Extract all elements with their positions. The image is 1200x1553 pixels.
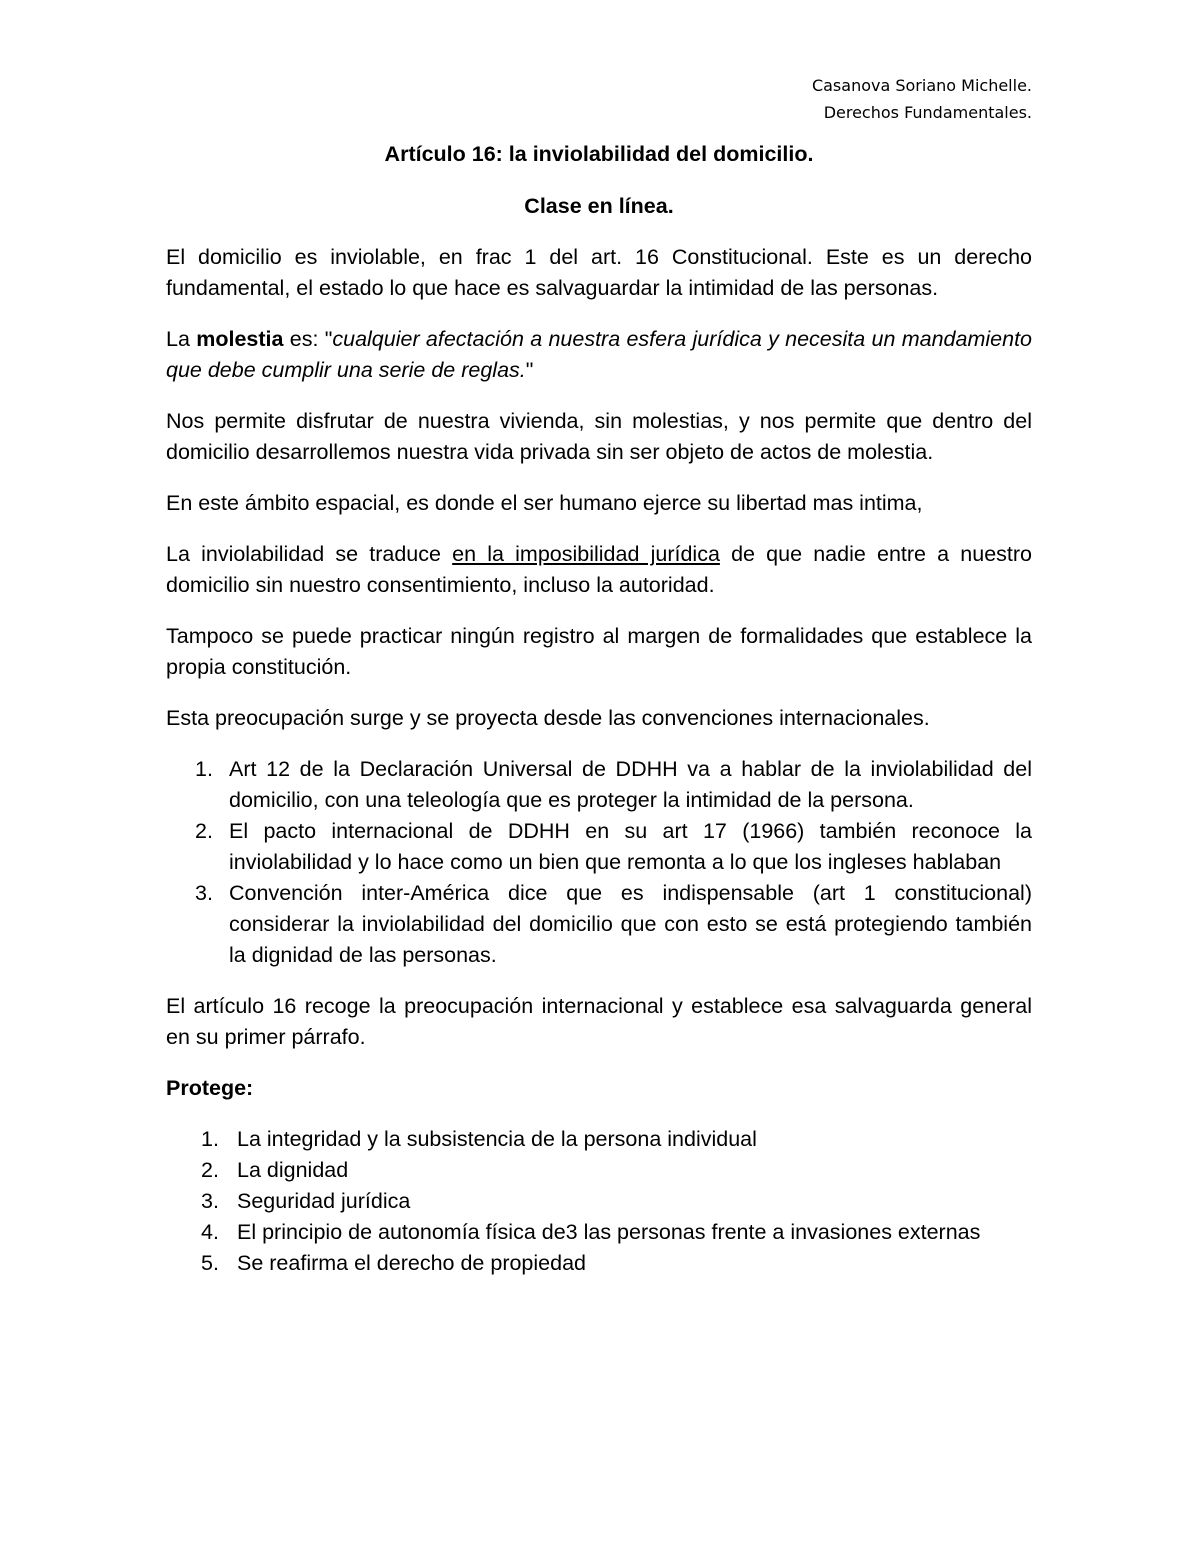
- inviolabilidad-post: de que nadie entre a nuestro domicilio sin nuestro consentimiento, incluso la autoridad.: [166, 542, 1032, 597]
- inviolabilidad-pre: La inviolabilidad se traduce: [166, 542, 453, 566]
- course-name: Derechos Fundamentales.: [823, 103, 1032, 122]
- paragraph-intro: El domicilio es inviolable, en frac 1 del art. 16 Constitucional. Este es un derecho fundamental, el estado lo que hace es salvaguardar la intimidad de las personas.: [166, 245, 1032, 300]
- document-subtitle: Clase en línea.: [524, 194, 674, 218]
- document-body: [166, 139, 1032, 1299]
- list-item-text: Seguridad jurídica: [237, 1189, 411, 1213]
- molestia-definition: cualquier afectación a nuestra esfera jurídica y necesita un mandamiento que debe cumplir una serie de reglas.: [166, 327, 1032, 382]
- molestia-pre: La: [166, 327, 197, 351]
- protege-list: [166, 1124, 1032, 1279]
- list-item: [166, 1217, 1032, 1248]
- list-item-text: Se reafirma el derecho de propiedad: [237, 1251, 586, 1275]
- paragraph-registro: Tampoco se puede practicar ningún registro al margen de formalidades que establece la propia constitución.: [166, 624, 1032, 679]
- list-number: 1.: [195, 757, 213, 781]
- list-item-text: Convención inter-América dice que es indispensable (art 1 constitucional) considerar la inviolabilidad del domicilio que con esto se está protegiendo también la dignidad de las personas.: [229, 881, 1032, 967]
- conventions-list: [166, 754, 1032, 971]
- list-item: [166, 878, 1032, 971]
- list-number: 1.: [201, 1127, 219, 1151]
- list-item-text: La integridad y la subsistencia de la persona individual: [237, 1127, 757, 1151]
- paragraph-preocupacion: Esta preocupación surge y se proyecta desde las convenciones internacionales.: [166, 706, 930, 730]
- list-number: 2.: [201, 1158, 219, 1182]
- list-number: 3.: [201, 1189, 219, 1213]
- molestia-post: ": [525, 358, 534, 382]
- list-number: 2.: [195, 819, 213, 843]
- paragraph-vivienda: Nos permite disfrutar de nuestra vivienda, sin molestias, y nos permite que dentro del domicilio desarrollemos nuestra vida privada sin ser objeto de actos de molestia.: [166, 409, 1032, 464]
- paragraph-articulo16: El artículo 16 recoge la preocupación internacional y establece esa salvaguarda general en su primer párrafo.: [166, 994, 1032, 1049]
- inviolabilidad-underlined: en la imposibilidad jurídica: [452, 542, 720, 566]
- list-item-text: El principio de autonomía física de3 las personas frente a invasiones externas: [237, 1220, 981, 1244]
- document-title: Artículo 16: la inviolabilidad del domicilio.: [384, 142, 814, 166]
- paragraph-inviolabilidad: [166, 539, 1032, 601]
- molestia-mid: es: ": [283, 327, 333, 351]
- list-item: [166, 754, 1032, 816]
- list-number: 5.: [201, 1251, 219, 1275]
- list-item-text: La dignidad: [237, 1158, 349, 1182]
- list-item: [166, 1186, 1032, 1217]
- list-item: [166, 816, 1032, 878]
- list-item-text: El pacto internacional de DDHH en su art 17 (1966) también reconoce la inviolabilidad y lo hace como un bien que remonta a lo que los ingleses hablaban: [229, 819, 1032, 874]
- protege-heading: Protege:: [166, 1076, 254, 1100]
- list-number: 4.: [201, 1220, 219, 1244]
- list-item-text: Art 12 de la Declaración Universal de DDHH va a hablar de la inviolabilidad del domicilio, con una teleología que es proteger la intimidad de la persona.: [229, 757, 1032, 812]
- list-item: [166, 1155, 1032, 1186]
- paragraph-ambito: En este ámbito espacial, es donde el ser humano ejerce su libertad mas intima,: [166, 491, 923, 515]
- page-header: [812, 72, 1032, 126]
- list-number: 3.: [195, 881, 213, 905]
- molestia-term: molestia: [196, 327, 284, 351]
- list-item: [166, 1124, 1032, 1155]
- author-name: Casanova Soriano Michelle.: [811, 76, 1032, 95]
- paragraph-molestia: [166, 324, 1032, 386]
- list-item: [166, 1248, 1032, 1279]
